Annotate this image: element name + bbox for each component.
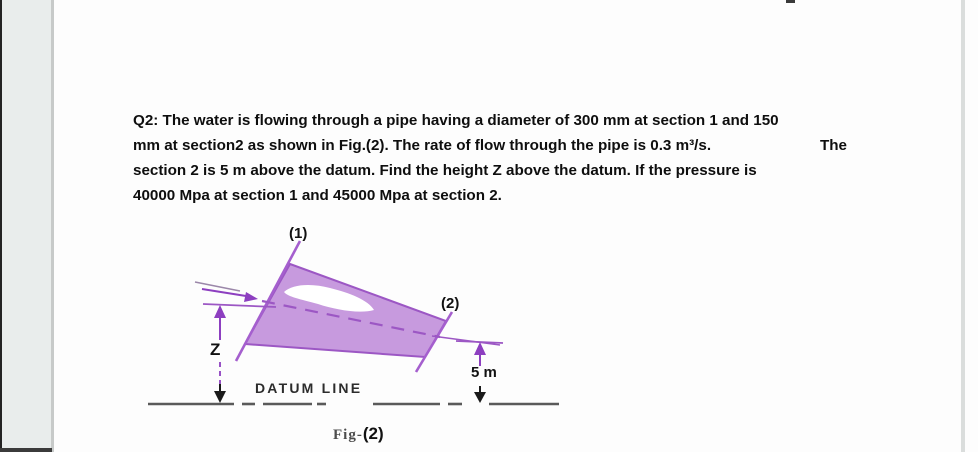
5m-dimension-tick	[456, 341, 503, 343]
z-up-arrow-icon	[214, 305, 226, 318]
question-line: 40000 Mpa at section 1 and 45000 Mpa at section 2.	[133, 187, 502, 204]
5m-height-label: 5 m	[471, 364, 497, 381]
5m-down-arrow-icon	[474, 392, 486, 403]
z-down-arrow-icon	[214, 391, 226, 403]
flow-guide-line	[195, 282, 240, 291]
flow-arrow-shaft	[202, 289, 246, 296]
question-line-2-body: mm at section2 as shown in Fig.(2). The rate of flow through the pipe is 0.3 m³/s.	[133, 137, 712, 154]
figure-caption	[333, 424, 384, 444]
section1-label: (1)	[289, 225, 308, 242]
figure-caption-number: (2)	[362, 424, 384, 443]
z-height-label: Z	[210, 340, 221, 359]
centerline-extension	[432, 336, 500, 345]
figure-caption-prefix: Fig-	[333, 427, 363, 443]
question-line-2-trailing: The	[819, 137, 847, 154]
flow-arrow-head-icon	[244, 292, 258, 302]
section2-label: (2)	[441, 295, 460, 312]
5m-up-arrow-icon	[474, 342, 486, 355]
datum-line-label: DATUM LINE	[255, 380, 363, 396]
question-line: section 2 is 5 m above the datum. Find the height Z above the datum. If the pressure is	[133, 162, 757, 179]
question-line: Q2: The water is flowing through a pipe having a diameter of 300 mm at section 1 and 150	[133, 112, 779, 129]
pipe-body	[245, 264, 446, 357]
